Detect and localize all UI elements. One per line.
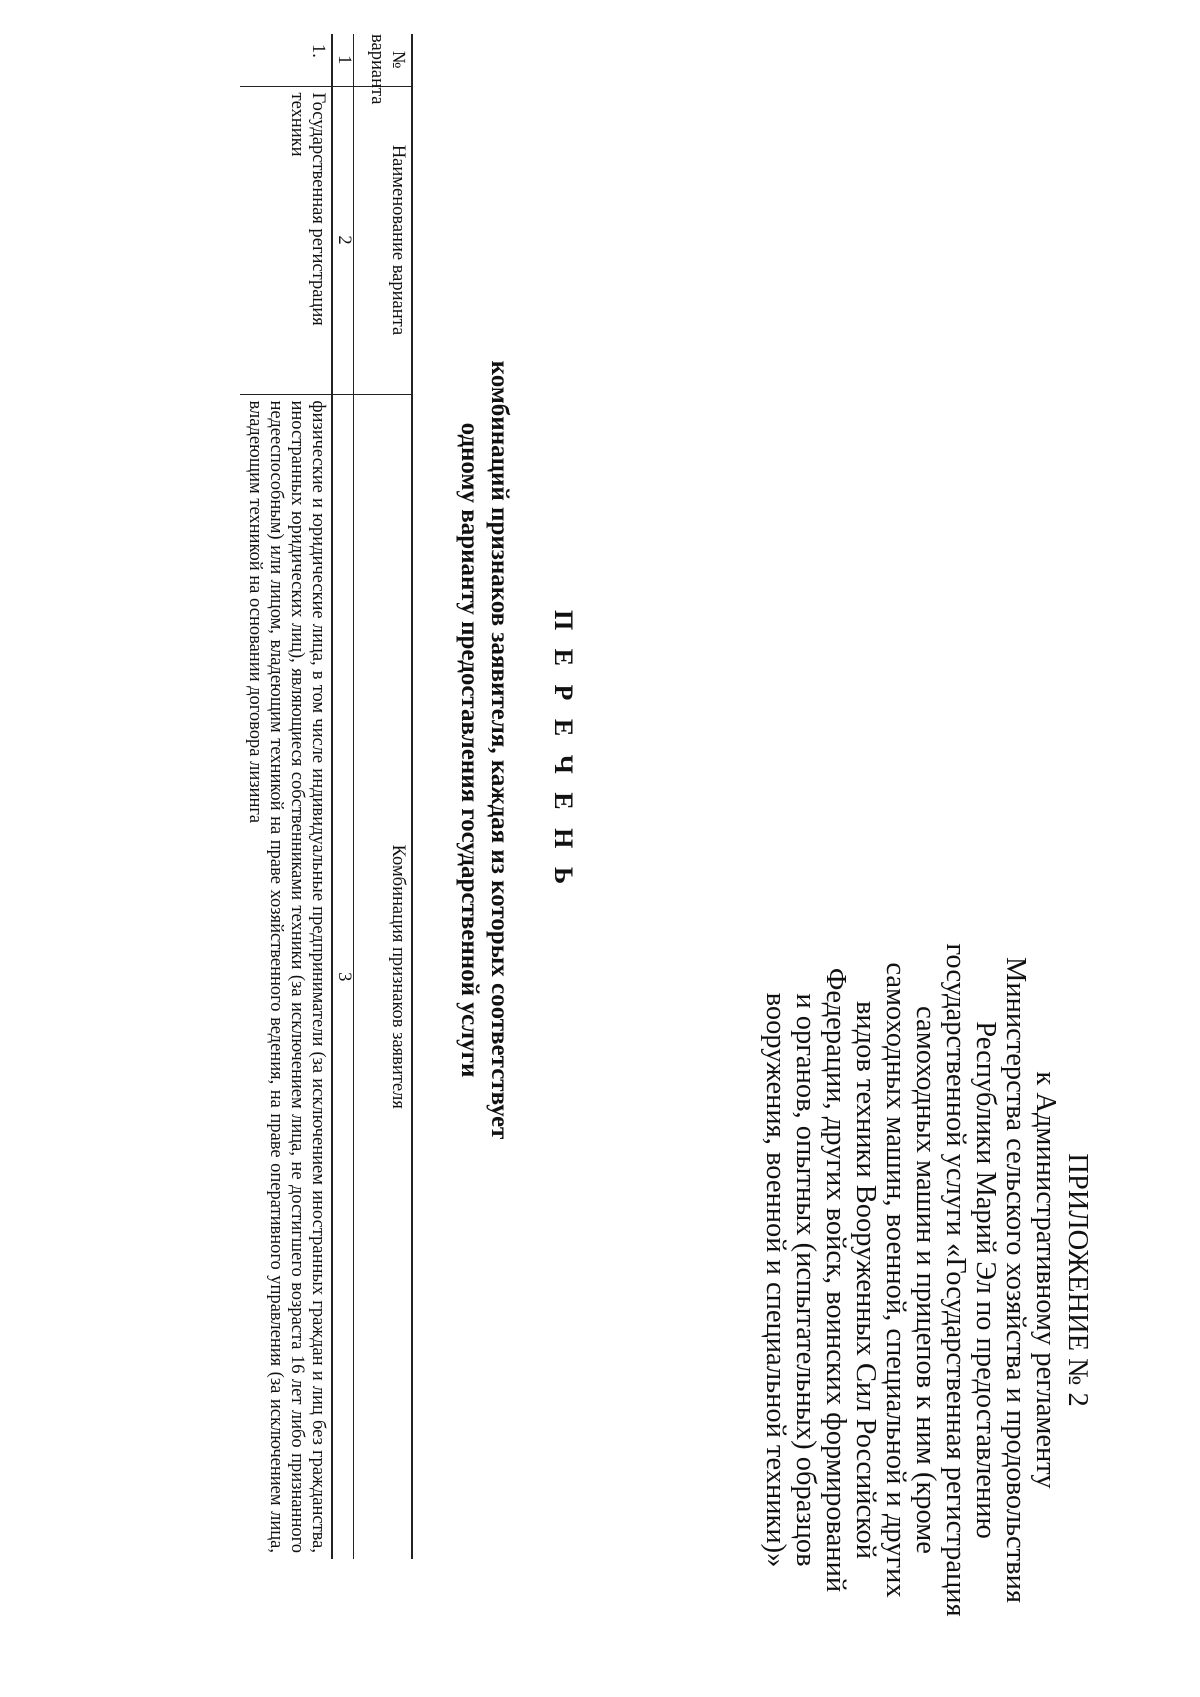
document-title: П Е Р Е Ч Е Н Ь [549, 609, 578, 891]
header-variant-number: № варианта [354, 34, 413, 86]
column-number: 1 [332, 34, 354, 86]
header-variant-name: Наименование варианта [354, 86, 413, 394]
appendix-header [760, 940, 1092, 1620]
variant-name: Государственная регистрация техники [240, 86, 332, 394]
appendix-line: государственной услуги «Государственная регистрация [940, 943, 971, 1617]
appendix-line: Федерации, других войск, воинских формирований [820, 967, 851, 1593]
appendix-line: видов техники Вооруженных Сил Российской [850, 1000, 881, 1560]
column-number-row [332, 34, 354, 1559]
column-number: 2 [332, 86, 354, 394]
appendix-title: ПРИЛОЖЕНИЕ № 2 [1062, 1153, 1093, 1407]
applicant-combination: физические и юридические лица, в том числе индивидуальные предприниматели (за исключением иностранных граждан и лиц без гражданства, иностранных юридических лиц), являющиеся собственниками техники (за исключением лица, не достигшего возраста 16 лет либо признанного недееспособным) или лицом, владеющим техникой на праве хозяйственного ведения, на праве оперативного управления (за исключением лица, владеющим техникой на основании договора лизинга [240, 394, 332, 1559]
header-applicant-combination: Комбинация признаков заявителя [354, 394, 413, 1559]
table-header-row [354, 34, 413, 1559]
appendix-line: и органов, опытных (испытательных) образцов [790, 993, 821, 1567]
appendix-line: самоходных машин и прицепов к ним (кроме [910, 1006, 941, 1554]
appendix-line: к Административному регламенту [1030, 1071, 1061, 1489]
document-heading [454, 100, 578, 1400]
appendix-line: Министерства сельского хозяйства и продовольствия [1000, 957, 1031, 1603]
variant-number: 1. [240, 34, 332, 86]
subtitle-line: комбинаций признаков заявителя, каждая из которых соответствует [486, 360, 513, 1140]
appendix-line: Республики Марий Эл по предоставлению [970, 1021, 1001, 1539]
variants-table [240, 34, 413, 1559]
table-row [240, 34, 332, 1559]
document-subtitle [454, 100, 514, 1400]
subtitle-line: одному варианту предоставления государственной услуги [456, 422, 483, 1078]
column-number: 3 [332, 394, 354, 1559]
appendix-line: вооружения, военной и специальной техники)» [760, 992, 791, 1568]
appendix-line: самоходных машин, военной, специальной и других [880, 962, 911, 1598]
